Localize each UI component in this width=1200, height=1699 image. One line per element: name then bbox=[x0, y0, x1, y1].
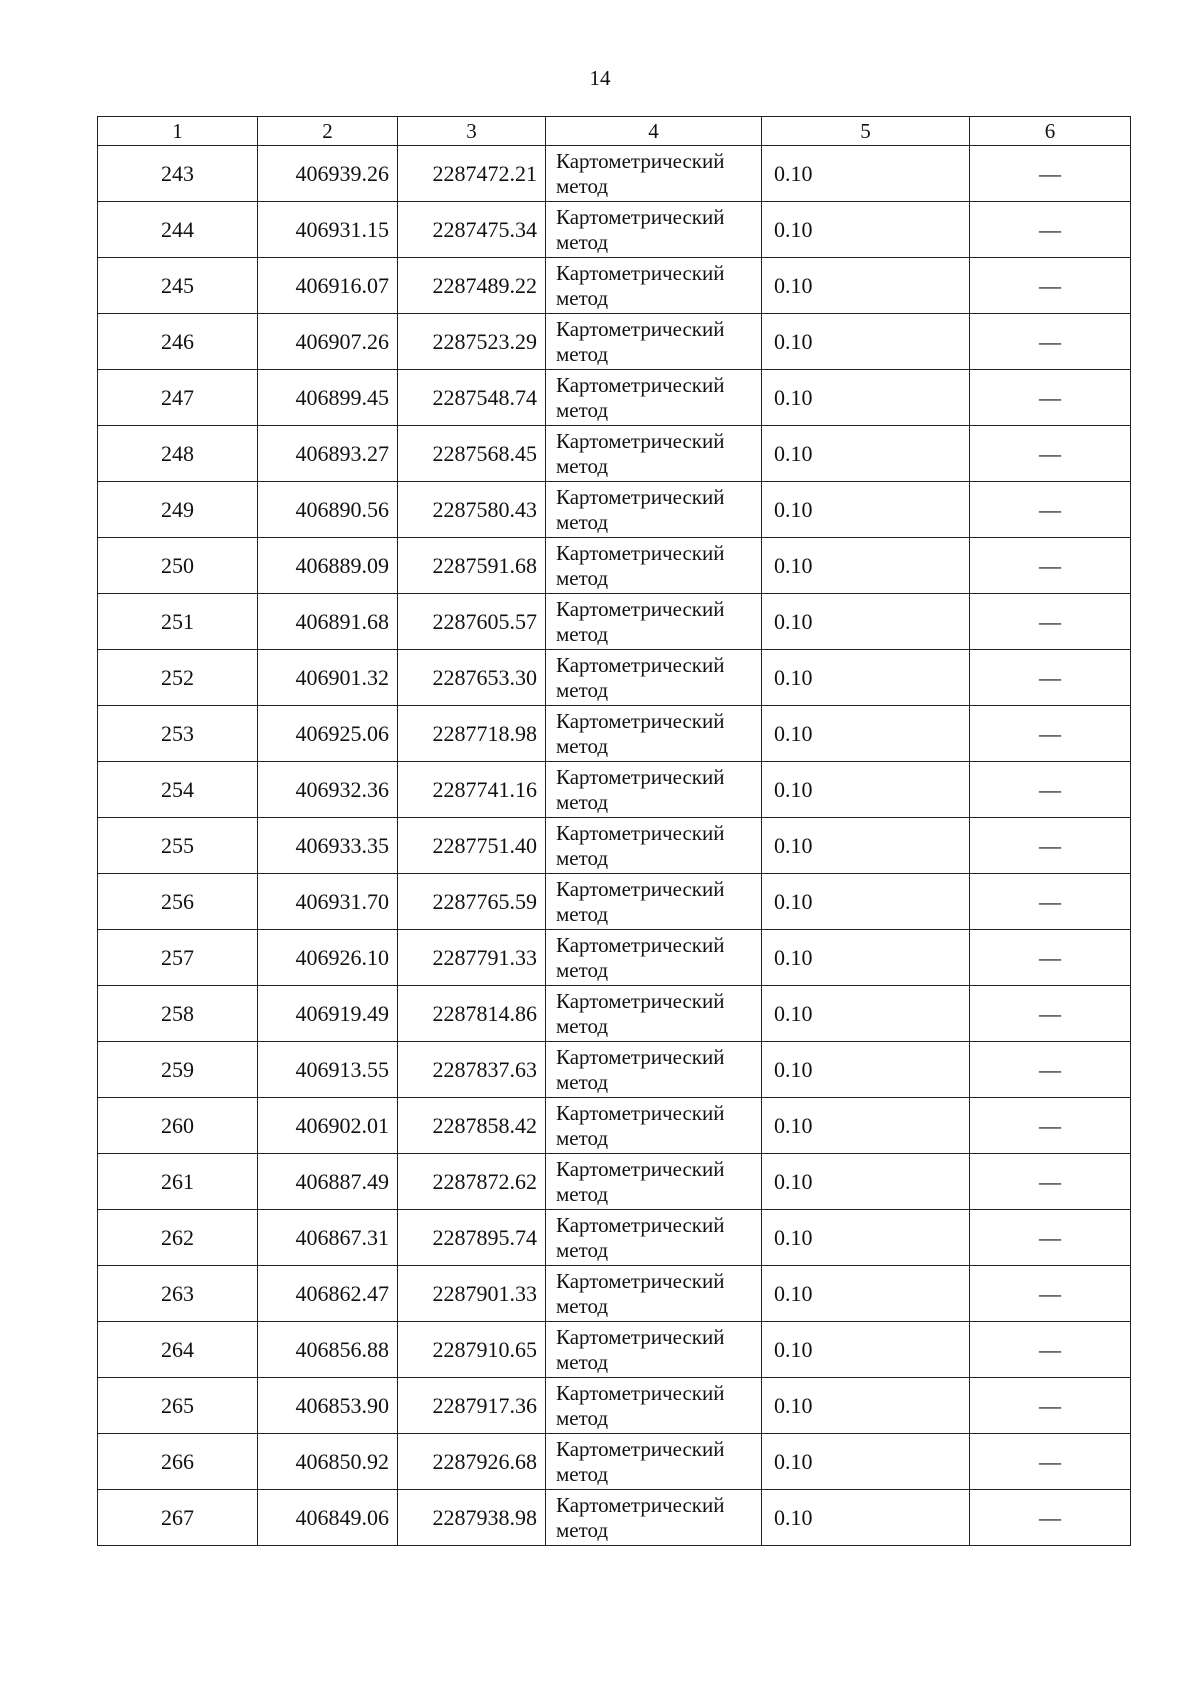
coordinate-y: 2287591.68 bbox=[398, 538, 546, 594]
method-line-2: метод bbox=[556, 565, 609, 590]
method-line-1: Картометрический bbox=[556, 372, 725, 397]
coordinate-x: 406862.47 bbox=[258, 1266, 398, 1322]
coordinate-x: 406856.88 bbox=[258, 1322, 398, 1378]
coordinate-x: 406849.06 bbox=[258, 1490, 398, 1546]
accuracy-value: 0.10 bbox=[762, 706, 970, 762]
note-dash: — bbox=[970, 146, 1131, 202]
method-line-1: Картометрический bbox=[556, 1212, 725, 1237]
note-dash: — bbox=[970, 482, 1131, 538]
accuracy-value: 0.10 bbox=[762, 1322, 970, 1378]
coordinate-x: 406889.09 bbox=[258, 538, 398, 594]
coordinate-y: 2287741.16 bbox=[398, 762, 546, 818]
point-number: 243 bbox=[98, 146, 258, 202]
header-row bbox=[98, 117, 1131, 146]
method-cell bbox=[546, 314, 762, 370]
table-row bbox=[98, 818, 1131, 874]
method-cell bbox=[546, 146, 762, 202]
note-dash: — bbox=[970, 538, 1131, 594]
method-line-1: Картометрический bbox=[556, 876, 725, 901]
coordinate-x: 406913.55 bbox=[258, 1042, 398, 1098]
method-line-2: метод bbox=[556, 1181, 609, 1206]
method-line-1: Картометрический bbox=[556, 1324, 725, 1349]
method-line-2: метод bbox=[556, 733, 609, 758]
coordinate-x: 406925.06 bbox=[258, 706, 398, 762]
note-dash: — bbox=[970, 1154, 1131, 1210]
method-line-2: метод bbox=[556, 173, 609, 198]
header-col-3: 3 bbox=[398, 117, 546, 146]
note-dash: — bbox=[970, 1042, 1131, 1098]
note-dash: — bbox=[970, 930, 1131, 986]
method-line-2: метод bbox=[556, 1293, 609, 1318]
method-line-1: Картометрический bbox=[556, 316, 725, 341]
coordinate-x: 406891.68 bbox=[258, 594, 398, 650]
page-number: 14 bbox=[589, 66, 611, 90]
point-number: 260 bbox=[98, 1098, 258, 1154]
coordinate-y: 2287475.34 bbox=[398, 202, 546, 258]
coordinates-table-container bbox=[97, 116, 1130, 1546]
point-number: 263 bbox=[98, 1266, 258, 1322]
table-row bbox=[98, 986, 1131, 1042]
method-line-1: Картометрический bbox=[556, 204, 725, 229]
coordinate-y: 2287489.22 bbox=[398, 258, 546, 314]
method-cell bbox=[546, 818, 762, 874]
method-line-2: метод bbox=[556, 509, 609, 534]
table-row bbox=[98, 426, 1131, 482]
point-number: 252 bbox=[98, 650, 258, 706]
accuracy-value: 0.10 bbox=[762, 650, 970, 706]
method-cell bbox=[546, 370, 762, 426]
header-col-1: 1 bbox=[98, 117, 258, 146]
coordinate-y: 2287910.65 bbox=[398, 1322, 546, 1378]
coordinates-table bbox=[97, 116, 1131, 1546]
method-cell bbox=[546, 1322, 762, 1378]
accuracy-value: 0.10 bbox=[762, 146, 970, 202]
coordinate-x: 406902.01 bbox=[258, 1098, 398, 1154]
coordinate-y: 2287580.43 bbox=[398, 482, 546, 538]
method-line-2: метод bbox=[556, 341, 609, 366]
table-row bbox=[98, 706, 1131, 762]
accuracy-value: 0.10 bbox=[762, 482, 970, 538]
note-dash: — bbox=[970, 818, 1131, 874]
method-line-1: Картометрический bbox=[556, 1492, 725, 1517]
accuracy-value: 0.10 bbox=[762, 818, 970, 874]
method-line-2: метод bbox=[556, 1517, 609, 1542]
table-row bbox=[98, 930, 1131, 986]
table-row bbox=[98, 538, 1131, 594]
table-row bbox=[98, 1098, 1131, 1154]
table-row bbox=[98, 762, 1131, 818]
accuracy-value: 0.10 bbox=[762, 874, 970, 930]
note-dash: — bbox=[970, 762, 1131, 818]
method-cell bbox=[546, 1434, 762, 1490]
note-dash: — bbox=[970, 202, 1131, 258]
coordinate-x: 406853.90 bbox=[258, 1378, 398, 1434]
coordinate-y: 2287523.29 bbox=[398, 314, 546, 370]
table-row bbox=[98, 314, 1131, 370]
method-line-1: Картометрический bbox=[556, 540, 725, 565]
accuracy-value: 0.10 bbox=[762, 762, 970, 818]
method-line-2: метод bbox=[556, 1013, 609, 1038]
accuracy-value: 0.10 bbox=[762, 1266, 970, 1322]
method-cell bbox=[546, 986, 762, 1042]
table-row bbox=[98, 1490, 1131, 1546]
note-dash: — bbox=[970, 706, 1131, 762]
table-row bbox=[98, 1378, 1131, 1434]
method-line-2: метод bbox=[556, 229, 609, 254]
method-line-2: метод bbox=[556, 1069, 609, 1094]
coordinate-x: 406916.07 bbox=[258, 258, 398, 314]
method-line-2: метод bbox=[556, 1125, 609, 1150]
method-line-2: метод bbox=[556, 677, 609, 702]
method-line-1: Картометрический bbox=[556, 1044, 725, 1069]
method-line-2: метод bbox=[556, 453, 609, 478]
note-dash: — bbox=[970, 650, 1131, 706]
coordinate-x: 406893.27 bbox=[258, 426, 398, 482]
coordinate-x: 406926.10 bbox=[258, 930, 398, 986]
table-row bbox=[98, 370, 1131, 426]
method-line-1: Картометрический bbox=[556, 932, 725, 957]
note-dash: — bbox=[970, 370, 1131, 426]
method-cell bbox=[546, 1042, 762, 1098]
coordinate-y: 2287718.98 bbox=[398, 706, 546, 762]
accuracy-value: 0.10 bbox=[762, 258, 970, 314]
method-line-1: Картометрический bbox=[556, 428, 725, 453]
coordinate-x: 406932.36 bbox=[258, 762, 398, 818]
method-cell bbox=[546, 1490, 762, 1546]
coordinate-y: 2287791.33 bbox=[398, 930, 546, 986]
method-line-2: метод bbox=[556, 1349, 609, 1374]
method-line-2: метод bbox=[556, 845, 609, 870]
note-dash: — bbox=[970, 1210, 1131, 1266]
note-dash: — bbox=[970, 594, 1131, 650]
accuracy-value: 0.10 bbox=[762, 426, 970, 482]
note-dash: — bbox=[970, 986, 1131, 1042]
table-header bbox=[98, 117, 1131, 146]
point-number: 259 bbox=[98, 1042, 258, 1098]
coordinate-y: 2287895.74 bbox=[398, 1210, 546, 1266]
coordinate-y: 2287568.45 bbox=[398, 426, 546, 482]
method-cell bbox=[546, 874, 762, 930]
accuracy-value: 0.10 bbox=[762, 370, 970, 426]
coordinate-x: 406867.31 bbox=[258, 1210, 398, 1266]
method-cell bbox=[546, 258, 762, 314]
method-line-1: Картометрический bbox=[556, 1268, 725, 1293]
point-number: 265 bbox=[98, 1378, 258, 1434]
coordinate-x: 406939.26 bbox=[258, 146, 398, 202]
header-col-4: 4 bbox=[546, 117, 762, 146]
table-row bbox=[98, 1154, 1131, 1210]
point-number: 254 bbox=[98, 762, 258, 818]
method-cell bbox=[546, 1266, 762, 1322]
method-cell bbox=[546, 930, 762, 986]
coordinate-y: 2287837.63 bbox=[398, 1042, 546, 1098]
accuracy-value: 0.10 bbox=[762, 1434, 970, 1490]
method-cell bbox=[546, 706, 762, 762]
coordinate-y: 2287814.86 bbox=[398, 986, 546, 1042]
method-cell bbox=[546, 1154, 762, 1210]
accuracy-value: 0.10 bbox=[762, 1042, 970, 1098]
method-line-2: метод bbox=[556, 1461, 609, 1486]
coordinate-x: 406933.35 bbox=[258, 818, 398, 874]
point-number: 244 bbox=[98, 202, 258, 258]
coordinate-y: 2287605.57 bbox=[398, 594, 546, 650]
coordinate-x: 406931.70 bbox=[258, 874, 398, 930]
table-row bbox=[98, 1434, 1131, 1490]
point-number: 251 bbox=[98, 594, 258, 650]
table-body bbox=[98, 146, 1131, 1546]
note-dash: — bbox=[970, 1322, 1131, 1378]
table-row bbox=[98, 482, 1131, 538]
coordinate-y: 2287872.62 bbox=[398, 1154, 546, 1210]
table-row bbox=[98, 874, 1131, 930]
table-row bbox=[98, 1042, 1131, 1098]
note-dash: — bbox=[970, 874, 1131, 930]
method-cell bbox=[546, 650, 762, 706]
coordinate-x: 406899.45 bbox=[258, 370, 398, 426]
method-cell bbox=[546, 1210, 762, 1266]
method-line-2: метод bbox=[556, 621, 609, 646]
method-cell bbox=[546, 426, 762, 482]
method-line-2: метод bbox=[556, 901, 609, 926]
point-number: 261 bbox=[98, 1154, 258, 1210]
table-row bbox=[98, 594, 1131, 650]
method-cell bbox=[546, 538, 762, 594]
table-row bbox=[98, 1322, 1131, 1378]
coordinate-x: 406931.15 bbox=[258, 202, 398, 258]
point-number: 249 bbox=[98, 482, 258, 538]
coordinate-x: 406850.92 bbox=[258, 1434, 398, 1490]
method-cell bbox=[546, 594, 762, 650]
method-line-2: метод bbox=[556, 957, 609, 982]
method-line-1: Картометрический bbox=[556, 820, 725, 845]
table-row bbox=[98, 1210, 1131, 1266]
note-dash: — bbox=[970, 1378, 1131, 1434]
note-dash: — bbox=[970, 1490, 1131, 1546]
method-line-1: Картометрический bbox=[556, 1436, 725, 1461]
accuracy-value: 0.10 bbox=[762, 1490, 970, 1546]
point-number: 264 bbox=[98, 1322, 258, 1378]
method-line-1: Картометрический bbox=[556, 1380, 725, 1405]
point-number: 257 bbox=[98, 930, 258, 986]
accuracy-value: 0.10 bbox=[762, 986, 970, 1042]
table-row bbox=[98, 146, 1131, 202]
coordinate-x: 406890.56 bbox=[258, 482, 398, 538]
coordinate-y: 2287751.40 bbox=[398, 818, 546, 874]
point-number: 246 bbox=[98, 314, 258, 370]
method-line-2: метод bbox=[556, 397, 609, 422]
table-row bbox=[98, 258, 1131, 314]
method-line-1: Картометрический bbox=[556, 764, 725, 789]
accuracy-value: 0.10 bbox=[762, 594, 970, 650]
point-number: 258 bbox=[98, 986, 258, 1042]
method-cell bbox=[546, 762, 762, 818]
coordinate-y: 2287765.59 bbox=[398, 874, 546, 930]
accuracy-value: 0.10 bbox=[762, 202, 970, 258]
method-cell bbox=[546, 482, 762, 538]
point-number: 267 bbox=[98, 1490, 258, 1546]
coordinate-y: 2287653.30 bbox=[398, 650, 546, 706]
accuracy-value: 0.10 bbox=[762, 1210, 970, 1266]
note-dash: — bbox=[970, 1098, 1131, 1154]
coordinate-y: 2287926.68 bbox=[398, 1434, 546, 1490]
header-col-6: 6 bbox=[970, 117, 1131, 146]
accuracy-value: 0.10 bbox=[762, 930, 970, 986]
table-row bbox=[98, 202, 1131, 258]
coordinate-x: 406901.32 bbox=[258, 650, 398, 706]
table-row bbox=[98, 1266, 1131, 1322]
point-number: 253 bbox=[98, 706, 258, 762]
method-line-1: Картометрический bbox=[556, 1100, 725, 1125]
coordinate-y: 2287548.74 bbox=[398, 370, 546, 426]
method-cell bbox=[546, 1378, 762, 1434]
coordinate-y: 2287938.98 bbox=[398, 1490, 546, 1546]
method-line-1: Картометрический bbox=[556, 484, 725, 509]
method-line-1: Картометрический bbox=[556, 148, 725, 173]
coordinate-x: 406919.49 bbox=[258, 986, 398, 1042]
coordinate-y: 2287472.21 bbox=[398, 146, 546, 202]
point-number: 247 bbox=[98, 370, 258, 426]
method-line-1: Картометрический bbox=[556, 596, 725, 621]
note-dash: — bbox=[970, 426, 1131, 482]
point-number: 245 bbox=[98, 258, 258, 314]
method-line-1: Картометрический bbox=[556, 1156, 725, 1181]
accuracy-value: 0.10 bbox=[762, 1098, 970, 1154]
point-number: 250 bbox=[98, 538, 258, 594]
method-cell bbox=[546, 1098, 762, 1154]
coordinate-y: 2287917.36 bbox=[398, 1378, 546, 1434]
method-cell bbox=[546, 202, 762, 258]
note-dash: — bbox=[970, 314, 1131, 370]
method-line-1: Картометрический bbox=[556, 988, 725, 1013]
note-dash: — bbox=[970, 1434, 1131, 1490]
point-number: 266 bbox=[98, 1434, 258, 1490]
method-line-1: Картометрический bbox=[556, 708, 725, 733]
coordinate-y: 2287858.42 bbox=[398, 1098, 546, 1154]
coordinate-x: 406907.26 bbox=[258, 314, 398, 370]
accuracy-value: 0.10 bbox=[762, 538, 970, 594]
accuracy-value: 0.10 bbox=[762, 1154, 970, 1210]
method-line-1: Картометрический bbox=[556, 260, 725, 285]
point-number: 256 bbox=[98, 874, 258, 930]
accuracy-value: 0.10 bbox=[762, 1378, 970, 1434]
method-line-1: Картометрический bbox=[556, 652, 725, 677]
method-line-2: метод bbox=[556, 1405, 609, 1430]
note-dash: — bbox=[970, 258, 1131, 314]
coordinate-y: 2287901.33 bbox=[398, 1266, 546, 1322]
header-col-2: 2 bbox=[258, 117, 398, 146]
note-dash: — bbox=[970, 1266, 1131, 1322]
method-line-2: метод bbox=[556, 789, 609, 814]
table-row bbox=[98, 650, 1131, 706]
method-line-2: метод bbox=[556, 285, 609, 310]
method-line-2: метод bbox=[556, 1237, 609, 1262]
header-col-5: 5 bbox=[762, 117, 970, 146]
point-number: 255 bbox=[98, 818, 258, 874]
point-number: 248 bbox=[98, 426, 258, 482]
coordinate-x: 406887.49 bbox=[258, 1154, 398, 1210]
point-number: 262 bbox=[98, 1210, 258, 1266]
accuracy-value: 0.10 bbox=[762, 314, 970, 370]
